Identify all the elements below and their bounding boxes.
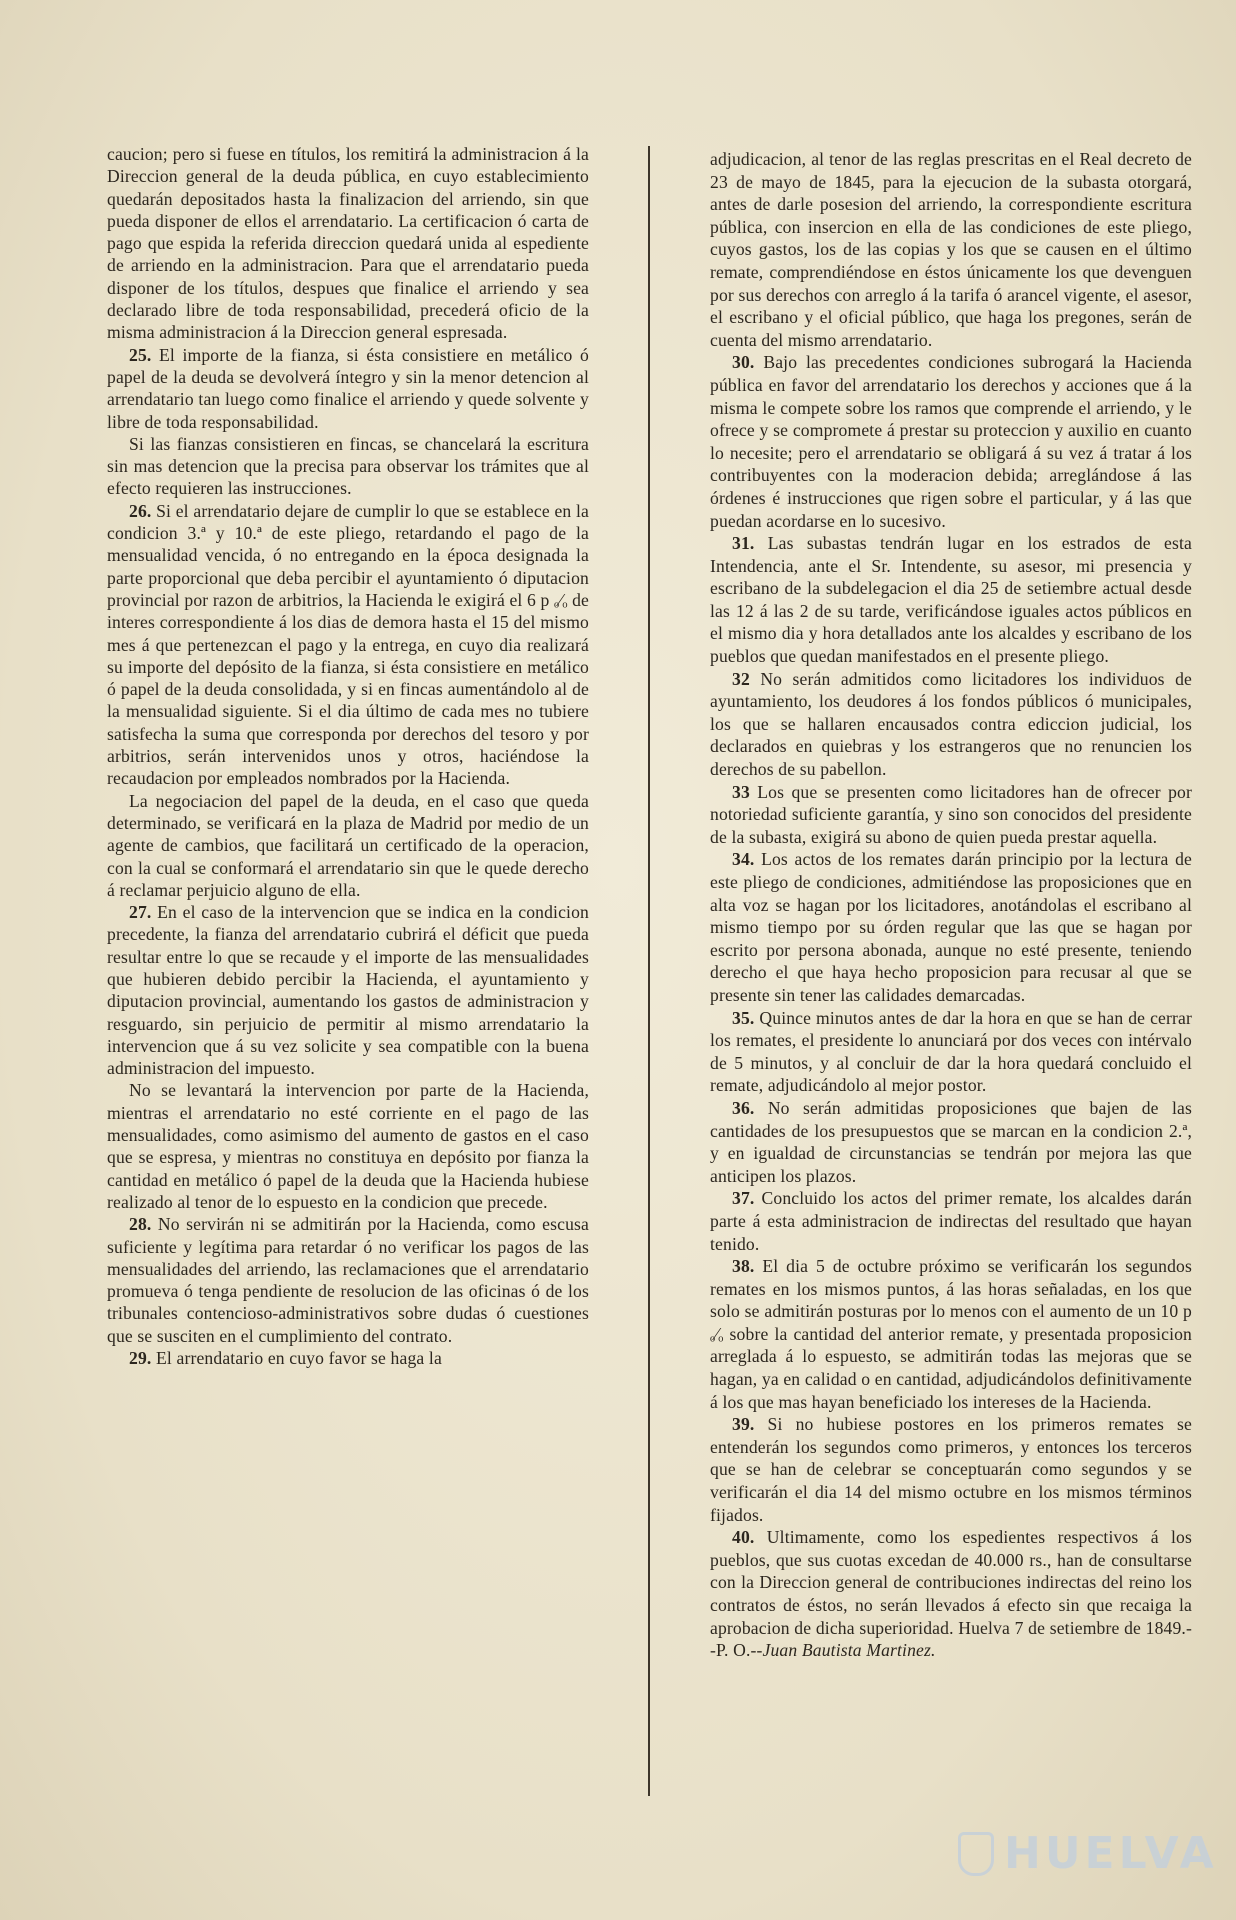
paragraph [107,790,589,901]
condition-number: 36. [732,1097,755,1118]
paragraph-text: El dia 5 de octubre próximo se verificarán los segundos remates en los mismos puntos, á las horas señaladas, en los que solo se admitirán posturas por lo menos con el aumento de un 10 p ₒ⁄ₒ sobre la cantidad del anterior remate, y presentada proposicion arreglada á lo espuesto, se admitirán todas las mejoras que se hagan, ya en calidad o en cantidad, adjudicándolos definitivamente á los que mas hayan beneficiado los intereses de la Hacienda. [710,1256,1192,1412]
paragraph [107,1079,589,1213]
condition-number: 28. [129,1214,152,1235]
paragraph-text: Las subastas tendrán lugar en los estrados de esta Intendencia, ante el Sr. Intendente, su asesor, mi presencia y escribano de la subdelegacion el dia 25 de setiembre actual desde las 12 á las 2 de su tarde, verificándose iguales actos públicos en el mismo dia y hora detallados ante los alcaldes y escribano de los pueblos que quedan manifestados en el presente pliego. [710,533,1192,667]
paragraph [710,148,1192,351]
paragraph-text: caucion; pero si fuese en títulos, los remitirá la administracion á la Direccion general de la deuda pública, en cuyo establecimiento quedarán depositados hasta la finalizacion del arriendo, sin que pueda disponer de ellos el arrendatario. La certificacion ó carta de pago que espida la referida direccion quedará unida al espediente de arriendo en la administracion. Para que el arrendatario pueda disponer de los títulos, despues que finalice el arriendo y sea declarado libre de toda responsabilidad, precederá oficio de la misma administracion á la Direccion general espresada. [107,144,589,343]
paragraph-text: No serán admitidos como licitadores los individuos de ayuntamiento, los deudores á los fondos públicos ó municipales, los que se hallaren encausados contra ediccion judicial, los declarados en quiebras y los estrangeros que no renuncien los derechos de su pabellon. [710,668,1192,780]
condition-number: 27. [129,902,152,923]
condition-number: 32 [732,668,750,689]
paragraph [710,668,1192,781]
condition-number: 34. [732,849,755,870]
condition-number: 38. [732,1256,755,1277]
paragraph [710,1526,1192,1662]
paragraph [107,143,589,344]
paragraph-text: Los actos de los remates darán principio por la lectura de este pliego de condiciones, admitiéndose las proposiciones que en alta voz se hagan por los licitadores, anotándolas el escribano al mismo tiempo por su órden regular que las que se hagan por escrito por persona abonada, aunque no esté presente, teniendo derecho el que haya hecho proposicion para recusar al que se presente sin tener las calidades demarcadas. [710,849,1192,1005]
condition-number: 39. [732,1414,755,1435]
paragraph [107,344,589,433]
paragraph [710,1007,1192,1097]
paragraph [710,1413,1192,1526]
paragraph [710,1187,1192,1255]
paragraph-text: El importe de la fianza, si ésta consistiere en metálico ó papel de la deuda se devolverá íntegro y sin la menor detencion al arrendatario tan luego como finalice el arriendo y quede solvente y libre de toda responsabilidad. [107,344,589,432]
condition-number: 37. [732,1188,755,1209]
right-text-column [710,148,1192,1662]
paragraph-text: Si las fianzas consistieren en fincas, se chancelará la escritura sin mas detencion que la precisa para observar los trámites que al efecto requieren las instrucciones. [107,433,589,499]
paragraph-text: Quince minutos antes de dar la hora en que se han de cerrar los remates, el presidente lo anunciará por dos veces con intérvalo de 5 minutos, y al concluir de dar la hora quedará concluido el remate, adjudicándolo al mejor postor. [710,1007,1192,1096]
huelva-watermark [958,1828,1218,1879]
paragraph-text: adjudicacion, al tenor de las reglas prescritas en el Real decreto de 23 de mayo de 1845, para la ejecucion de la subasta otorgará, antes de darle posesion del arriendo, la correspondiente escritura pública, con insercion en ella de las condiciones de este pliego, cuyos gastos, los de las copias y los que se causen en el último remate, comprendiéndose en éstos únicamente los que devenguen por sus derechos con arreglo á la tarifa ó arancel vigente, el asesor, el escribano y el oficial público, que haga los pregones, serán de cuenta del mismo arrendatario. [710,149,1192,350]
condition-number: 40. [732,1527,755,1548]
paragraph [107,500,589,790]
condition-number: 35. [732,1007,755,1028]
column-divider [648,146,650,1796]
condition-number: 25. [129,344,152,365]
paragraph [710,781,1192,849]
shield-icon [958,1832,994,1876]
paragraph [710,532,1192,668]
paragraph [710,1097,1192,1187]
condition-number: 31. [732,533,755,554]
paragraph [710,848,1192,1006]
paragraph-text: No servirán ni se admitirán por la Hacienda, como escusa suficiente y legítima para retardar ó no verificar los pagos de las mensualidades del arriendo, las reclamaciones que el arrendatario promueva ó tenga pendiente de resolucion de las oficinas ó de los tribunales contencioso-administrativos sobre dudas ó cuestiones que se susciten en el cumplimiento del contrato. [107,1214,589,1346]
paragraph-text: No serán admitidas proposiciones que bajen de las cantidades de los presupuestos que se marcan en la condicion 2.ª, y en igualdad de circunstancias se tendrán por mejora las que anticipen los plazos. [710,1097,1192,1186]
paragraph-text: Los que se presenten como licitadores han de ofrecer por notoriedad suficiente garantía, y sino son conocidos del presidente de la subasta, exigirá su abono de quien pueda prestar aquella. [710,781,1192,847]
condition-number: 26. [129,500,152,521]
paragraph-text: Ultimamente, como los espedientes respectivos á los pueblos, que sus cuotas excedan de 40.000 rs., han de consultarse con la Direccion general de contribuciones indirectas del reino los contratos de éstos, no serán llevados á efecto sin que recaiga la aprobacion de dicha superioridad. Huelva 7 de setiembre de 1849.--P. O.-- [710,1527,1192,1661]
paragraph [107,1347,589,1369]
paragraph-text: La negociacion del papel de la deuda, en el caso que queda determinado, se verificará en la plaza de Madrid por medio de un agente de cambios, que facilitará un certificado de la operacion, con la cual se conformará el arrendatario sin que le quede derecho á reclamar perjuicio alguno de ella. [107,790,589,900]
paragraph [710,1255,1192,1413]
left-text-column [107,143,589,1369]
paragraph-text: En el caso de la intervencion que se indica en la condicion precedente, la fianza del arrendatario cubrirá el déficit que pueda resultar entre lo que se recaude y el importe de las mensualidades que hubieren debido percibir la Hacienda, el ayuntamiento y diputacion provincial, aumentando los gastos de administracion y resguardo, sin perjuicio de permitir al mismo arrendatario la intervencion que á su vez solicite y sea compatible con la buena administracion del impuesto. [107,902,589,1079]
paragraph-text: Si no hubiese postores en los primeros remates se entenderán los segundos como primeros, y entonces los terceros que se han de celebrar se conceptuarán como segundos y se verificarán el dia 14 del mismo octubre en los mismos términos fijados. [710,1414,1192,1525]
paragraph-text: No se levantará la intervencion por parte de la Hacienda, mientras el arrendatario no esté corriente en el pago de las mensualidades, como asimismo del aumento de gastos en el caso que se espresa, y mientras no constituya en depósito por fianza la cantidad en metálico ó papel de la deuda que la Hacienda hubiese realizado al tenor de lo espuesto en la condicion que precede. [107,1080,589,1212]
paragraph-text: Si el arrendatario dejare de cumplir lo que se establece en la condicion 3.ª y 10.ª de este pliego, retardando el pago de la mensualidad vencida, ó no entregando en la época designada la parte proporcional que deba percibir el ayuntamiento ó diputacion provincial por razon de arbitrios, la Hacienda le exigirá el 6 p ₒ⁄ₒ de interes correspondiente á los dias de demora hasta el 15 del mismo mes á que pertenezcan el pago y la entrega, en cuyo dia realizará su importe del depósito de la fianza, si ésta consistiere en metálico ó papel de la deuda consolidada, y si en fincas aumentándolo al de la mensualidad siguiente. Si el dia último de cada mes no tubiere satisfecha la suma que corresponda por derechos del tesoro y por arbitrios, serán intervenidos unos y otros, haciéndose la recaudacion por empleados nombrados por la Hacienda. [107,500,589,789]
paragraph-text: Concluido los actos del primer remate, los alcaldes darán parte á esta administracion de indirectas del resultado que hayan tenido. [710,1188,1192,1254]
watermark-text: HUELVA [1004,1828,1218,1879]
condition-number: 30. [732,352,755,373]
paragraph [107,433,589,500]
paragraph [107,1213,589,1347]
paragraph [710,351,1192,532]
condition-number: 29. [129,1348,152,1369]
paragraph [107,901,589,1079]
paragraph-text: El arrendatario en cuyo favor se haga la [156,1348,442,1369]
condition-number: 33 [732,781,750,802]
signature: Juan Bautista Martinez. [762,1640,936,1661]
paragraph-text: Bajo las precedentes condiciones subrogará la Hacienda pública en favor del arrendatario los derechos y acciones que á la misma le compete sobre los ramos que comprende el arriendo, y le ofrece y se compromete á prestar su proteccion y auxilio en cuanto lo necesite; pero el arrendatario se obligará á su vez á tratar á los contribuyentes con la moderacion debida; arreglándose á las órdenes é instrucciones que rigen sobre el particular, y á las que puedan acordarse en lo sucesivo. [710,352,1192,531]
